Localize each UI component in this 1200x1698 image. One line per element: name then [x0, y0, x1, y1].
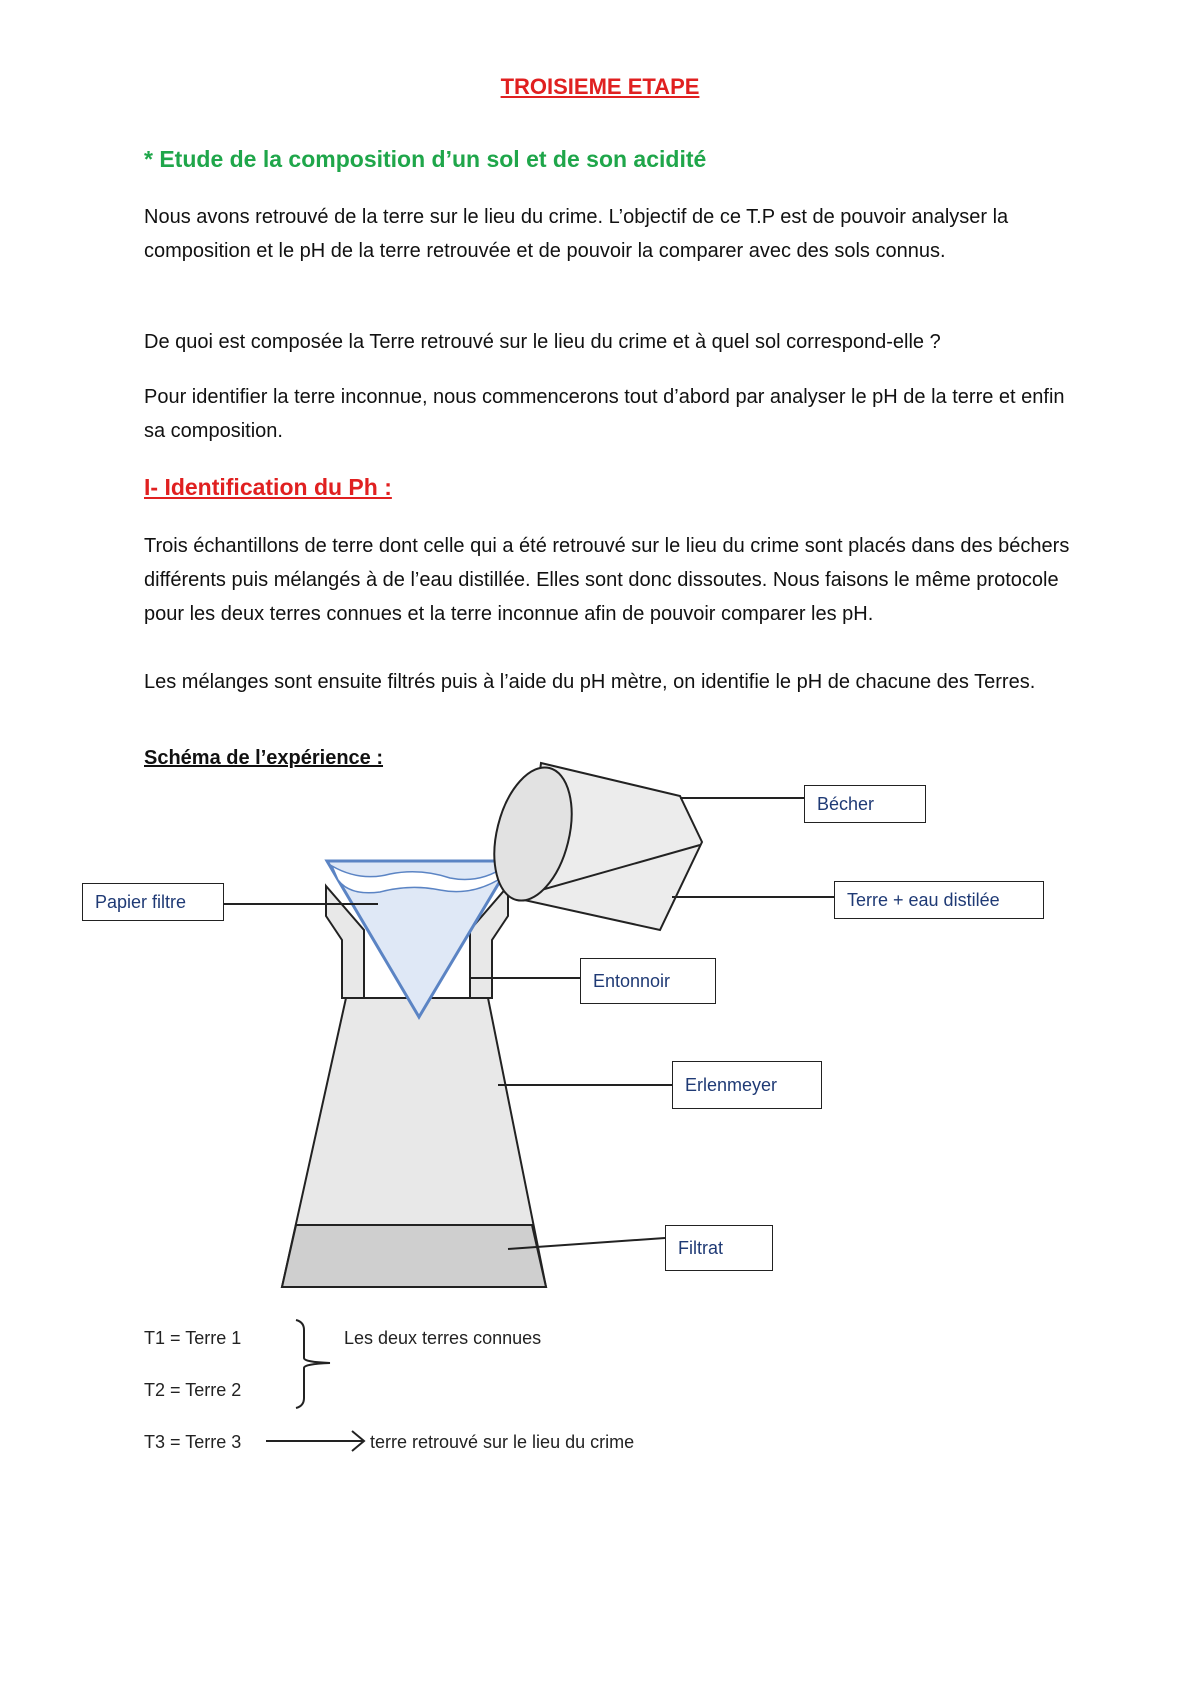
section-paragraph-2: Les mélanges sont ensuite filtrés puis à l’aide du pH mètre, on identifie le pH de chacune des Terres. — [144, 671, 1036, 693]
legend-arrow — [266, 1431, 364, 1451]
legend-t1: T1 = Terre 1 — [144, 1328, 242, 1348]
section-paragraph-1: Trois échantillons de terre dont celle qui a été retrouvé sur le lieu du crime sont placés dans des béchers différents puis mélangés à de l’eau distillée. Elles sont donc dissoutes. Nous faisons le même protocole pour les deux terres connues et la terre inconnue afin de pouvoir comparer les pH. — [144, 535, 1070, 625]
intro-paragraph-3: Pour identifier la terre inconnue, nous commencerons tout d’abord par analyser le pH de la terre et enfin sa composition. — [144, 386, 1065, 442]
becher-beaker — [482, 759, 702, 930]
page-title: TROISIEME ETAPE — [500, 74, 700, 99]
schema-title: Schéma de l’expérience : — [144, 747, 384, 769]
legend-brace — [296, 1320, 330, 1408]
section-heading-ph: I- Identification du Ph : — [144, 474, 392, 500]
legend-known-soils: Les deux terres connues — [344, 1328, 542, 1348]
legend-t3: T3 = Terre 3 — [144, 1432, 242, 1452]
erlenmeyer-flask — [282, 998, 546, 1287]
legend-t2: T2 = Terre 2 — [144, 1380, 242, 1400]
subtitle: * Etude de la composition d’un sol et de son acidité — [144, 146, 707, 172]
label-filtrat: Filtrat — [665, 1225, 773, 1271]
intro-paragraph-1: Nous avons retrouvé de la terre sur le lieu du crime. L’objectif de ce T.P est de pouvoir analyser la composition et le pH de la terre retrouvée et de pouvoir la comparer avec des sols connus. — [144, 206, 1009, 262]
legend-crime-soil: terre retrouvé sur le lieu du crime — [370, 1432, 635, 1452]
filtrat-liquid — [282, 1225, 546, 1287]
label-entonnoir: Entonnoir — [580, 958, 716, 1004]
intro-paragraph-2: De quoi est composée la Terre retrouvé sur le lieu du crime et à quel sol correspond-elle ? — [144, 331, 941, 353]
label-erlenmeyer: Erlenmeyer — [672, 1061, 822, 1109]
label-becher: Bécher — [804, 785, 926, 823]
label-papier-filtre: Papier filtre — [82, 883, 224, 921]
label-terre-eau: Terre + eau distilée — [834, 881, 1044, 919]
